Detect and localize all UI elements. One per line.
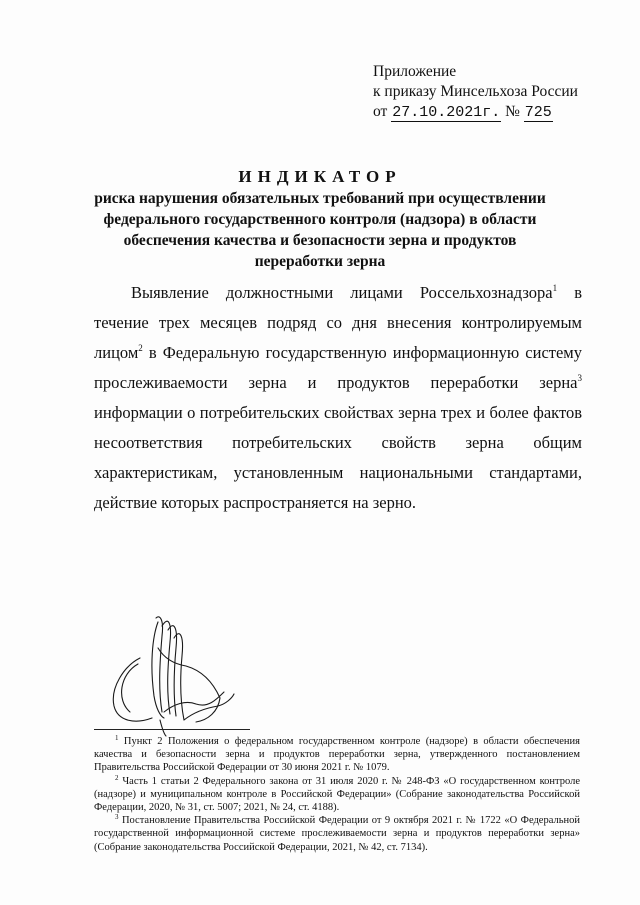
footnote-text-1: Пункт 2 Положения о федеральном государственном контроле (надзоре) в области обеспечения качества и безопасности зерна и продуктов переработки зерна, утвержденного постановлением Правительства Российской Федерации от 30 июня 2021 г. № 1079. bbox=[94, 736, 580, 774]
appendix-order-ref: к приказу Минсельхоза России bbox=[373, 83, 578, 100]
number-prefix: № bbox=[505, 103, 520, 120]
footnote-separator bbox=[94, 729, 250, 730]
footnote-ref-1: 1 bbox=[552, 283, 558, 293]
footnote-ref-2: 2 bbox=[138, 343, 143, 353]
document-title bbox=[60, 166, 580, 272]
footnote-2 bbox=[94, 775, 580, 815]
footnote-marker-1: 1 bbox=[115, 734, 119, 742]
footnote-3 bbox=[94, 814, 580, 854]
title-subtitle-line-1: риска нарушения обязательных требований при осуществлении bbox=[94, 190, 546, 207]
footnote-text-2: Часть 1 статьи 2 Федерального закона от 31 июля 2020 г. № 248-ФЗ «О государственном контроле (надзоре) и муниципальном контроле в Российской Федерации» (Собрание законодательства Российской Федерации, 2020, № 31, ст. 5007; 2021, № 24, ст. 4188). bbox=[94, 775, 580, 814]
title-subtitle-line-4: переработки зерна bbox=[254, 253, 386, 270]
title-subtitle-line-2: федерального государственного контроля (надзора) в области bbox=[103, 211, 537, 228]
handwritten-signature bbox=[100, 608, 260, 738]
order-date: 27.10.2021г. bbox=[392, 104, 501, 121]
appendix-block bbox=[373, 62, 613, 123]
date-prefix: от bbox=[373, 103, 388, 120]
footnote-marker-2: 2 bbox=[115, 773, 119, 782]
paragraph-part-4: информации о потребительских свойствах зерна трех и более фактов несоответствия потребительских свойств зерна общим характеристикам, установленным национальными стандартами, действие которых распространяется на зерно. bbox=[94, 403, 582, 512]
paragraph-part-3: в Федеральную государственную информационную систему прослеживаемости зерна и продуктов переработки зерна bbox=[94, 343, 582, 392]
order-number: 725 bbox=[524, 104, 552, 121]
appendix-label: Приложение bbox=[373, 63, 457, 80]
footnote-1 bbox=[94, 735, 580, 775]
footnote-ref-3: 3 bbox=[577, 373, 582, 383]
footnotes bbox=[94, 735, 580, 854]
title-main: ИНДИКАТОР bbox=[238, 167, 402, 186]
footnote-marker-3: 3 bbox=[115, 813, 119, 822]
appendix-date-line bbox=[373, 102, 613, 123]
footnote-text-3: Постановление Правительства Российской Федерации от 9 октября 2021 г. № 1722 «О Федеральной государственной информационной системе прослеживаемости зерна и продуктов переработки зерна» (Собрание законодательства Российской Федерации, 2021, № 42, ст. 7134). bbox=[94, 815, 580, 853]
indicator-paragraph bbox=[94, 278, 582, 518]
paragraph-part-1: Выявление должностными лицами Россельхознадзора bbox=[131, 283, 553, 302]
paragraph-part-2: в течение трех месяцев подряд со дня внесения контролируемым лицом bbox=[94, 283, 582, 362]
title-subtitle-line-3: обеспечения качества и безопасности зерна и продуктов bbox=[123, 232, 517, 249]
